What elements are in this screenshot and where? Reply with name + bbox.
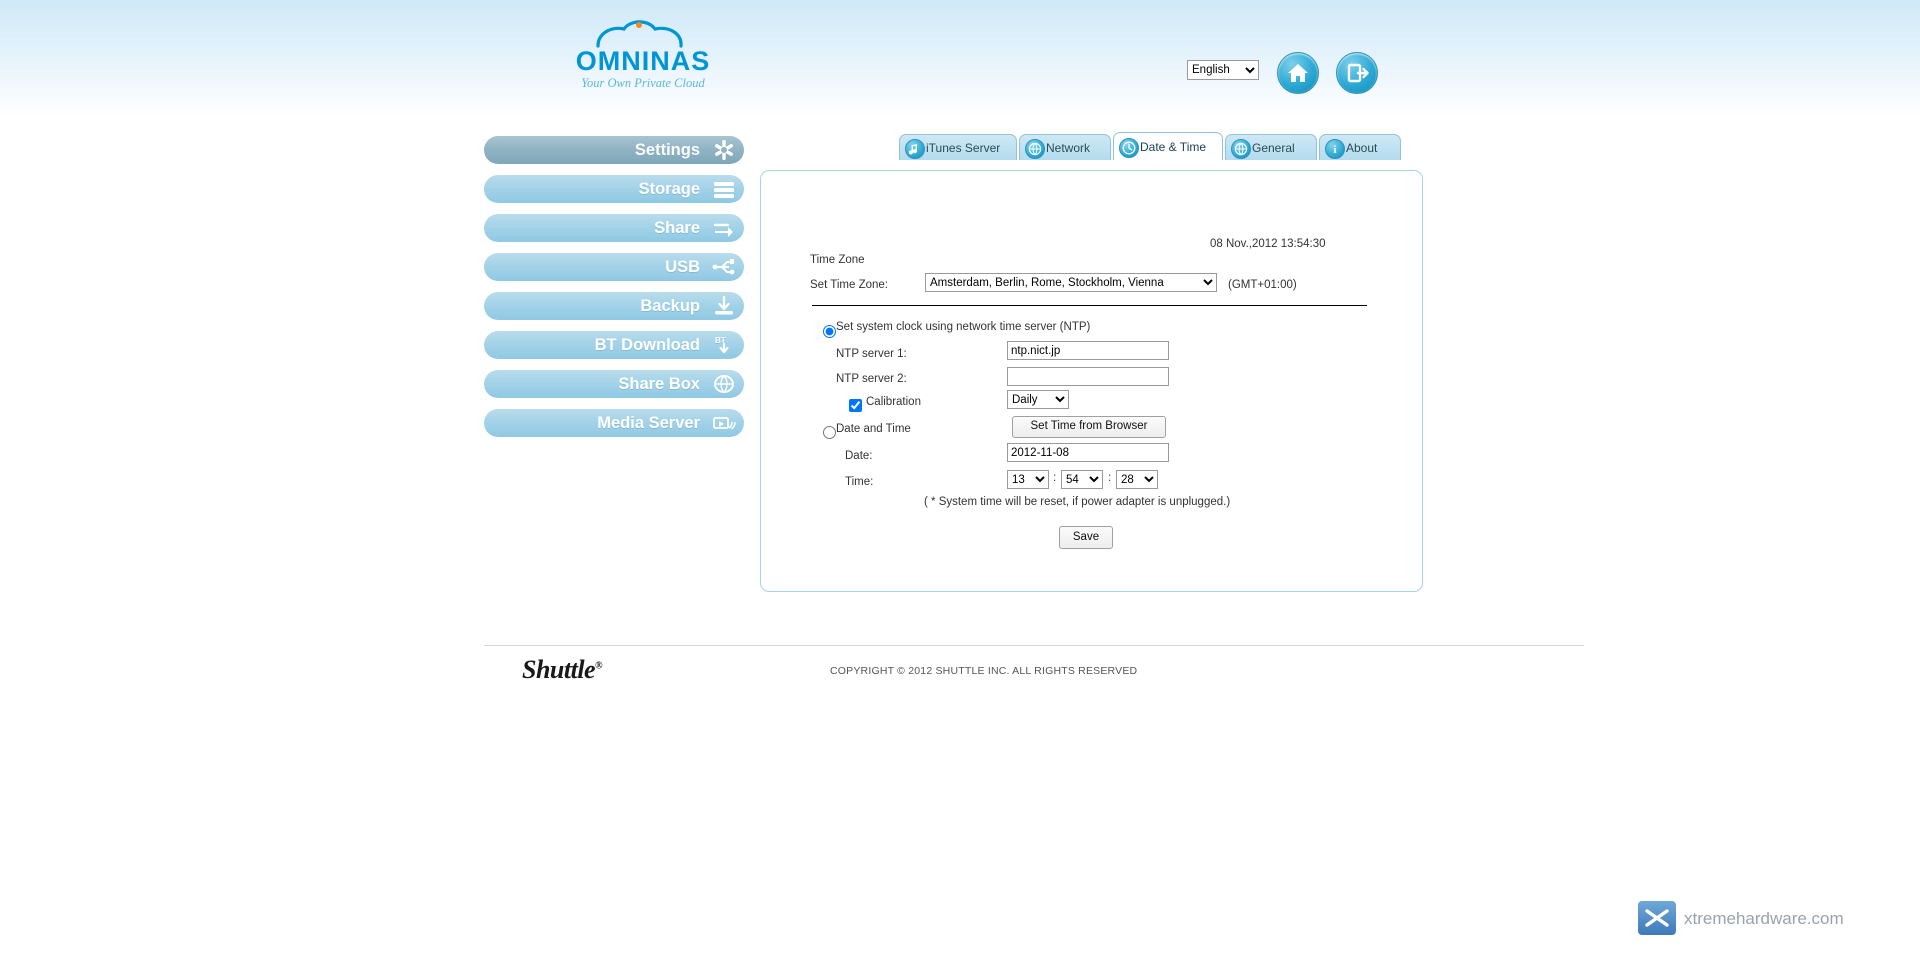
home-button[interactable] xyxy=(1277,52,1319,94)
sidebar-item-label: Share xyxy=(654,219,700,237)
tab-about[interactable] xyxy=(1319,134,1401,160)
svg-text:BT: BT xyxy=(715,336,726,345)
shuttle-brand-text: Shuttle xyxy=(522,655,596,684)
usb-icon xyxy=(712,256,736,278)
storage-icon xyxy=(712,178,736,200)
omninas-logo xyxy=(558,16,728,94)
logout-icon xyxy=(1337,53,1377,93)
logo-wordmark: OMNINAS xyxy=(575,46,711,76)
gmt-offset-label: (GMT+01:00) xyxy=(1228,279,1297,291)
sidebar-item-bt-download[interactable] xyxy=(484,331,744,359)
timezone-select[interactable] xyxy=(925,273,1217,292)
sidebar-item-label: Storage xyxy=(638,180,700,198)
calibration-frequency-select[interactable] xyxy=(1007,390,1069,409)
watermark-text: xtremehardware.com xyxy=(1684,909,1844,928)
tab-label: Network xyxy=(1046,141,1091,155)
tab-general[interactable] xyxy=(1225,134,1317,160)
time-second-select[interactable] xyxy=(1116,470,1158,489)
sidebar-item-label: Media Server xyxy=(597,414,700,432)
header-gradient-band xyxy=(0,0,1920,118)
time-colon-2: : xyxy=(1108,472,1112,484)
ntp-server-1-input[interactable] xyxy=(1007,341,1169,360)
tab-label: About xyxy=(1346,141,1378,155)
logout-button[interactable] xyxy=(1336,52,1378,94)
time-label: Time: xyxy=(845,476,874,488)
sidebar-item-media-server[interactable] xyxy=(484,409,744,437)
share-icon xyxy=(712,217,736,239)
manual-datetime-label: Date and Time xyxy=(836,423,911,435)
sidebar-item-label: USB xyxy=(665,258,700,276)
sidebar-item-share[interactable] xyxy=(484,214,744,242)
ntp-mode-radio[interactable] xyxy=(823,325,836,338)
sidebar-item-label: Share Box xyxy=(618,375,700,393)
shuttle-logo xyxy=(522,655,602,685)
sidebar-item-label: BT Download xyxy=(594,336,700,354)
tab-label: General xyxy=(1252,141,1295,155)
watermark-logo-icon xyxy=(1638,901,1676,935)
media-server-icon xyxy=(712,412,736,434)
language-select[interactable] xyxy=(1187,60,1259,80)
calibration-label: Calibration xyxy=(866,396,921,408)
set-timezone-label: Set Time Zone: xyxy=(810,279,888,291)
date-label: Date: xyxy=(845,450,873,462)
sidebar-item-backup[interactable] xyxy=(484,292,744,320)
timezone-heading: Time Zone xyxy=(810,254,865,266)
backup-icon xyxy=(712,295,736,317)
home-icon xyxy=(1278,53,1318,93)
calibration-checkbox[interactable] xyxy=(849,399,862,412)
globe-icon xyxy=(1025,139,1045,159)
manual-datetime-radio[interactable] xyxy=(823,426,836,439)
sidebar-item-storage[interactable] xyxy=(484,175,744,203)
section-divider xyxy=(812,305,1367,306)
sidebar-item-settings[interactable] xyxy=(484,136,744,164)
ntp-mode-label: Set system clock using network time server (NTP) xyxy=(836,321,1091,333)
tab-label: iTunes Server xyxy=(926,141,1001,155)
time-hour-select[interactable] xyxy=(1007,470,1049,489)
set-time-from-browser-button[interactable]: Set Time from Browser xyxy=(1012,416,1166,438)
tab-date-time[interactable] xyxy=(1113,132,1223,160)
sidebar-item-usb[interactable] xyxy=(484,253,744,281)
site-watermark xyxy=(1638,897,1898,941)
sidebar-item-label: Backup xyxy=(640,297,700,315)
info-icon xyxy=(1325,139,1345,159)
sidebar-item-share-box[interactable] xyxy=(484,370,744,398)
music-note-icon xyxy=(905,139,925,159)
sharebox-icon xyxy=(712,373,736,395)
time-colon-1: : xyxy=(1053,472,1057,484)
clock-icon xyxy=(1119,138,1139,158)
ntp-server-2-input[interactable] xyxy=(1007,367,1169,386)
ntp-server-2-label: NTP server 2: xyxy=(836,373,907,385)
sidebar xyxy=(484,136,744,448)
bt-download-icon xyxy=(712,334,736,356)
sidebar-item-label: Settings xyxy=(634,141,700,159)
tab-itunes-server[interactable] xyxy=(899,134,1017,160)
svg-text:i: i xyxy=(1333,144,1337,156)
ntp-server-1-label: NTP server 1: xyxy=(836,348,907,360)
tab-network[interactable] xyxy=(1019,134,1111,160)
save-button[interactable]: Save xyxy=(1059,526,1113,549)
copyright-text: COPYRIGHT © 2012 SHUTTLE INC. ALL RIGHTS RESERVED xyxy=(830,665,1138,677)
time-minute-select[interactable] xyxy=(1061,470,1103,489)
tab-label: Date & Time xyxy=(1140,140,1207,154)
current-datetime: 08 Nov.,2012 13:54:30 xyxy=(1210,238,1326,250)
system-time-note: ( * System time will be reset, if power adapter is unplugged.) xyxy=(924,496,1231,508)
logo-tagline: Your Own Private Cloud xyxy=(581,76,705,90)
gear-icon xyxy=(712,139,736,161)
date-input[interactable] xyxy=(1007,443,1169,462)
globe-icon xyxy=(1231,139,1251,159)
registered-mark: ® xyxy=(595,660,603,672)
footer-divider xyxy=(484,645,1584,646)
